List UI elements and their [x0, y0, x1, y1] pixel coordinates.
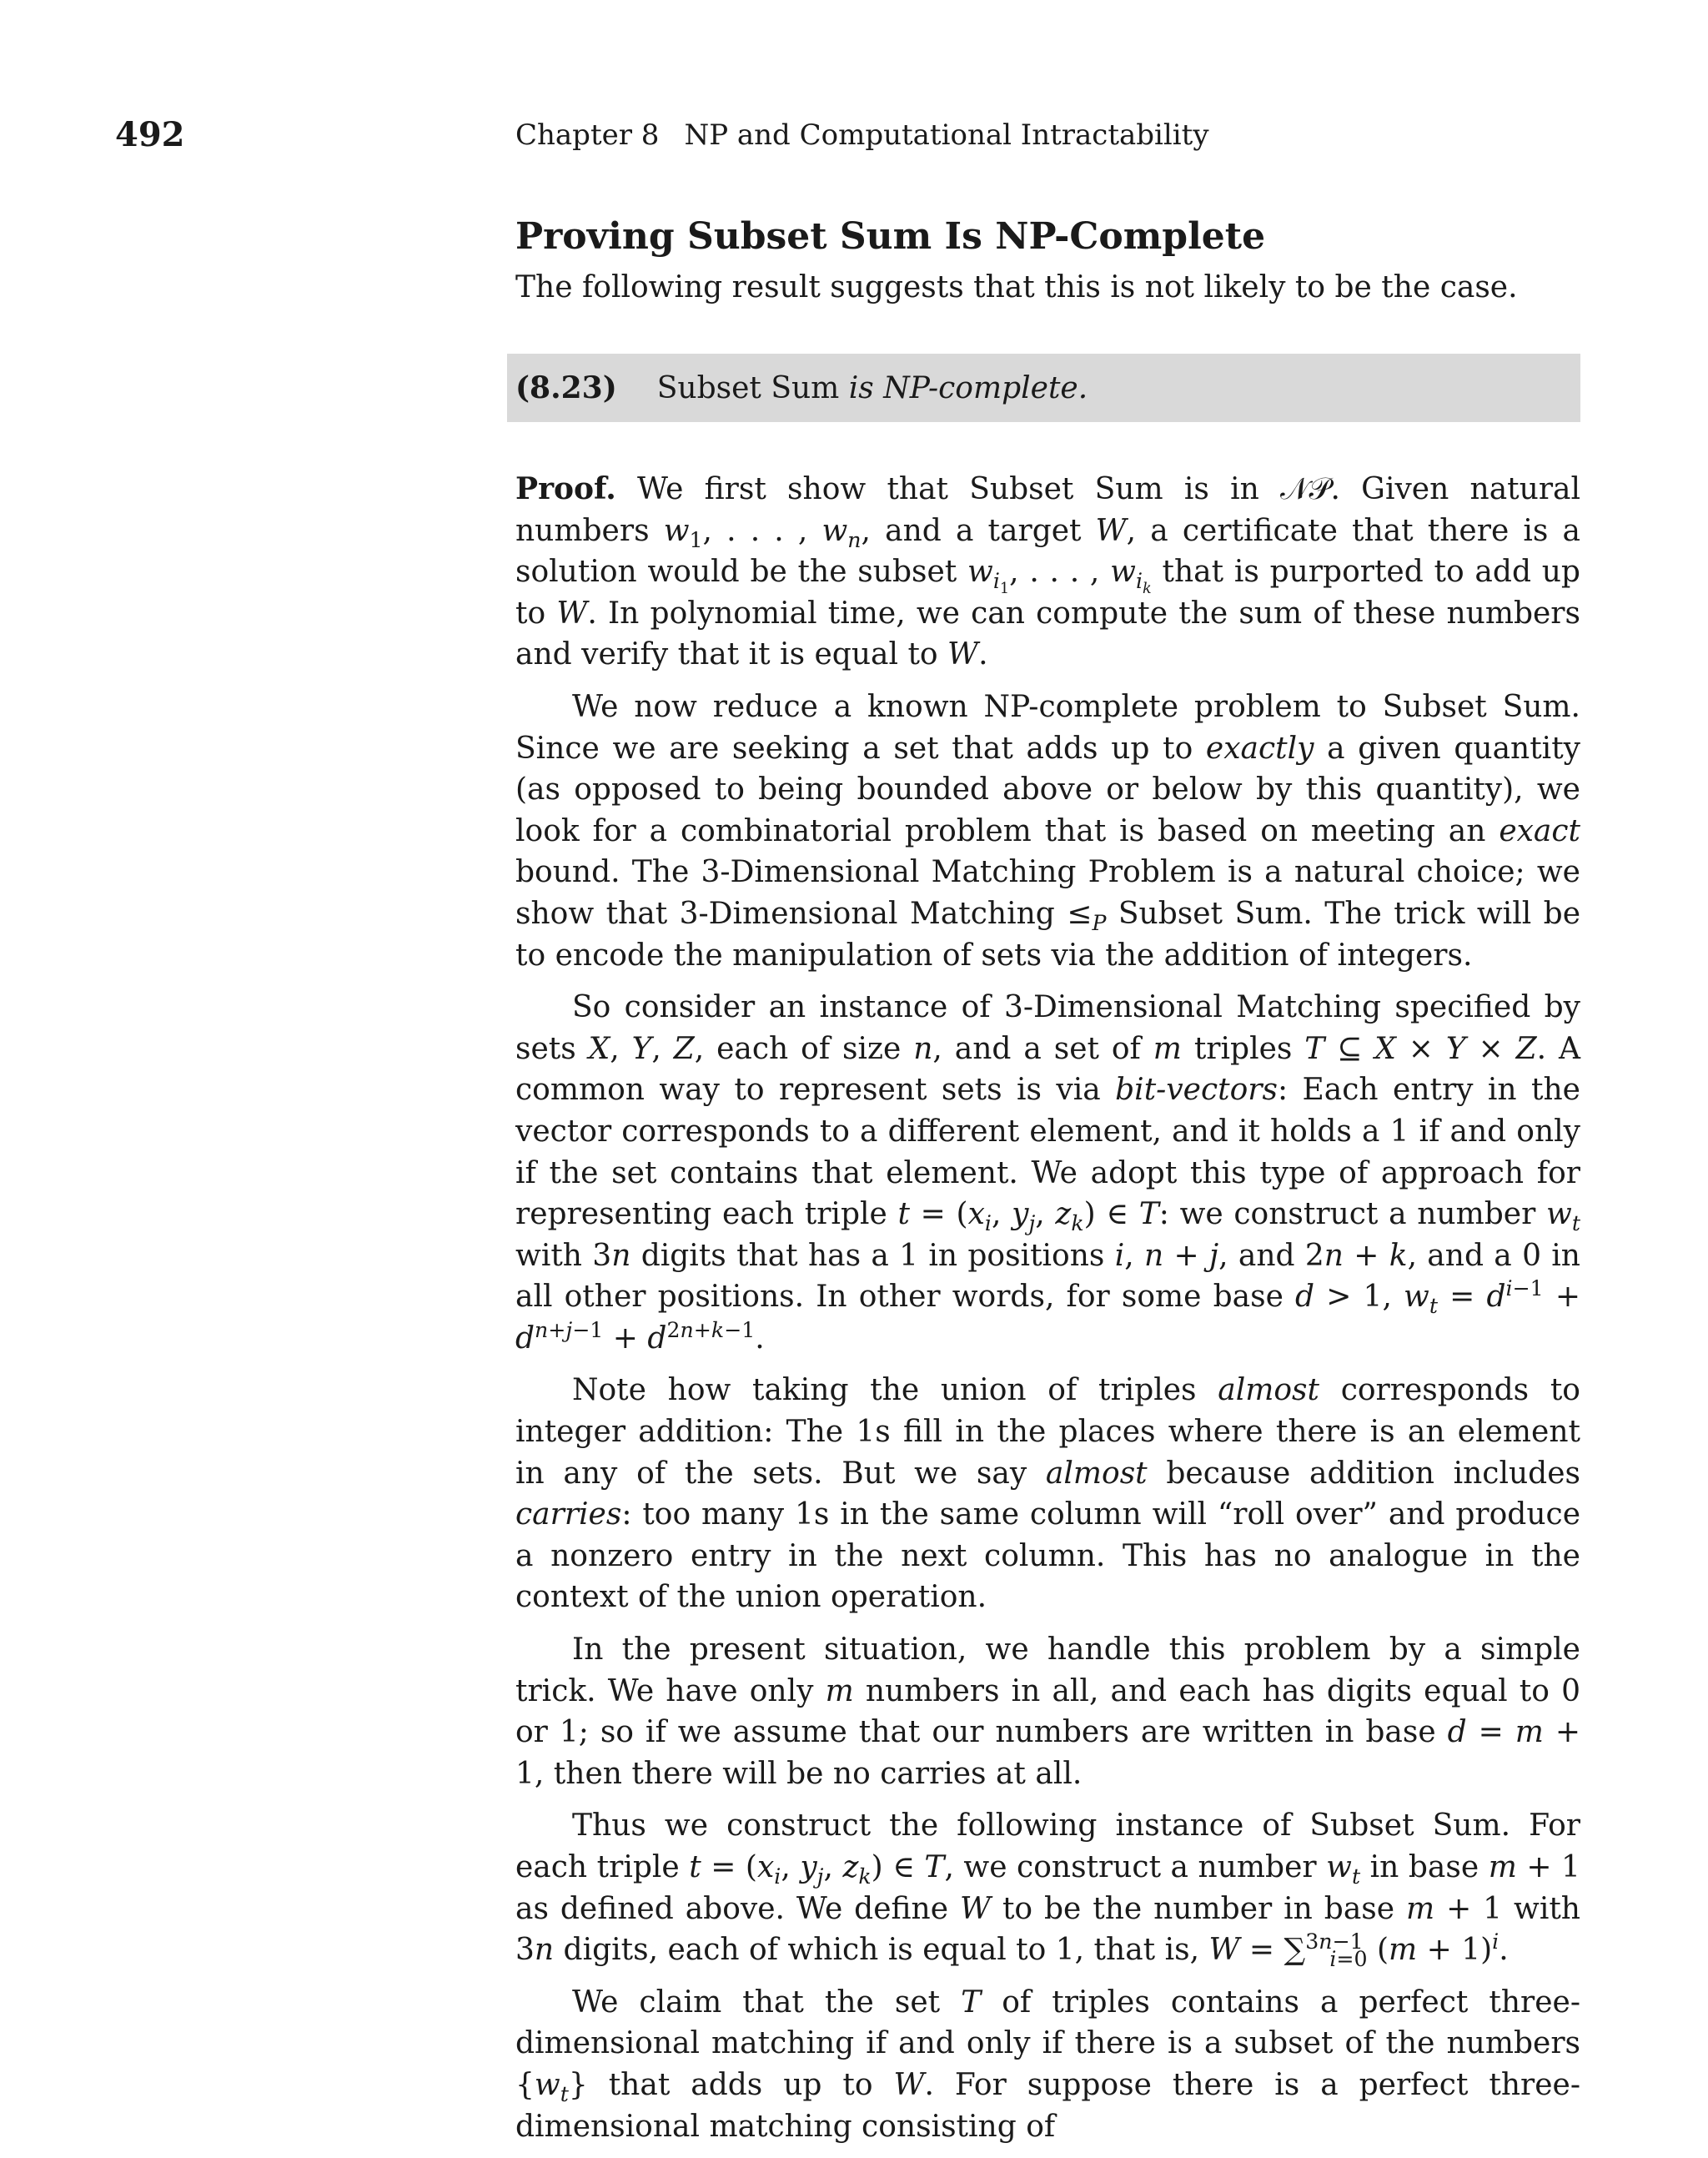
text: in base	[1369, 1850, 1479, 1884]
text: We now reduce a known NP-complete problem to Subset Sum. Since we are seeking a set that adds up to	[515, 689, 1580, 766]
text: Subset Sum. The trick will be to encode the manipulation of sets via the addition of integers.	[515, 896, 1581, 973]
text: So consider an instance of 3-Dimensional Matching specified by sets	[515, 990, 1580, 1066]
text: with 3	[515, 1238, 612, 1273]
text: Note how taking the union of triples	[572, 1373, 1197, 1408]
theorem-number: (8.23)	[515, 370, 617, 405]
text: corresponds to integer addition: The 1s fill in the places where there is an element in any of the sets. But we say	[515, 1373, 1580, 1491]
text: digits that has a 1 in positions	[640, 1238, 1105, 1273]
emphasis: carries	[515, 1497, 622, 1532]
text: that adds up to	[608, 2067, 873, 2102]
text: because addition includes	[1166, 1456, 1580, 1491]
text: of triples contains a perfect three-dimensional matching if and only if there is a subset of the numbers	[515, 1984, 1581, 2061]
text: , we construct a number	[944, 1850, 1317, 1884]
text: : Each entry in the vector corresponds to a different element, and it holds a 1 if and only if the set contains that element. We adopt this type of approach for representing each triple	[515, 1073, 1580, 1232]
section-title: Proving Subset Sum Is NP-Complete	[515, 215, 1266, 258]
text: , and a target	[861, 513, 1082, 548]
text: . Given natural numbers	[515, 472, 1581, 548]
text: , each of size	[694, 1031, 902, 1066]
text: Thus we construct the following instance of Subset Sum. For each triple	[515, 1808, 1580, 1884]
text: , and a 0 in all other positions. In other words, for some base	[515, 1238, 1580, 1315]
section-intro: The following result suggests that this is not likely to be the case.	[515, 270, 1518, 304]
text: digits, each of which is equal to 1, that is,	[563, 1933, 1200, 1968]
text: . A common way to represent sets is via	[515, 1031, 1581, 1108]
text: In the present situation, we handle this problem by a simple trick. We have only	[515, 1632, 1580, 1708]
text: bound. The 3-Dimensional Matching Problem is a natural choice; we show that 3-Dimensional Matching	[515, 855, 1580, 931]
page-number: 492	[115, 115, 185, 154]
text: , then there will be no carries at all.	[534, 1756, 1083, 1791]
theorem-statement: is NP-complete.	[848, 370, 1088, 405]
chapter-label: Chapter 8	[515, 118, 660, 152]
text: with 3	[515, 1891, 1580, 1968]
text: We first show that Subset Sum is in	[637, 472, 1259, 506]
np-symbol: 𝒩𝒫	[1280, 472, 1331, 506]
text: : too many 1s in the same column will “roll over” and produce a nonzero entry in the next column. This has no analogue in the context of the union operation.	[515, 1497, 1580, 1615]
text: that is purported to add up to	[515, 555, 1580, 631]
running-head	[515, 110, 1209, 160]
text: We claim that the set	[572, 1984, 941, 2020]
text: , a certificate that there is a solution would be the subset	[515, 513, 1580, 590]
text: a given quantity (as opposed to being bounded above or below by this quantity), we look for a combinatorial problem that is based on meeting an	[515, 731, 1580, 848]
theorem-subject: Subset Sum	[656, 370, 840, 405]
theorem-box	[507, 354, 1580, 422]
emphasis: exact	[1499, 813, 1581, 848]
emphasis: bit-vectors	[1115, 1073, 1278, 1108]
proof-paragraph-5: In the present situation, we handle this problem by a simple trick. We have only m numbers in all, and each has digits equal to 0 or 1; so if we assume that our numbers are written in base d = m + 1, then there will be no carries at all.	[515, 1632, 1580, 1791]
text: . For suppose there is a perfect three-dimensional matching consisting of	[515, 2067, 1581, 2144]
chapter-title: NP and Computational Intractability	[684, 118, 1209, 152]
text: numbers in all, and each has digits equal to 0 or 1; so if we assume that our numbers are written in base	[515, 1673, 1580, 1750]
proof-paragraph-7: We claim that the set T of triples contains a perfect three-dimensional matching if and only if there is a subset of the numbers $\{w_t\}$ that adds up to W. For suppose there is a perfect three-dimensional matching consisting of	[515, 1984, 1581, 2144]
proof-paragraph-2: We now reduce a known NP-complete problem to Subset Sum. Since we are seeking a set that adds up to exactly a given quantity (as opposed to being bounded above or below by this quantity), we look for a combinatorial problem that is based on meeting an exact bound. The 3-Dimensional Matching Problem is a natural choice; we show that 3-Dimensional Matching $\le_P$ Subset Sum. The trick will be to encode the manipulation of sets via the addition of integers.	[515, 689, 1581, 973]
proof-paragraph-4	[515, 1370, 1580, 1618]
proof-paragraph-3: So consider an instance of 3-Dimensional Matching specified by sets X, Y, Z, each of size n, and a set of m triples T ⊆ X × Y × Z. A common way to represent sets is via bit-vectors: Each entry in the vector corresponds to a different element, and it holds a 1 if and only if the set contains that element. We adopt this type of approach for representing each triple $t = (x_i$, $y_j$, $z_k$) ∈ T: we construct a number $w_t$ with 3n digits that has a 1 in positions i, n + j, and 2n + k, and a 0 in all other positions. In other words, for some base d > 1, $w_t = d^{i-1} + d^{n+j-1} + d^{2n+k-1}$.	[515, 990, 1581, 1356]
emphasis: almost	[1218, 1373, 1319, 1408]
text: , and a set of	[932, 1031, 1141, 1066]
proof-paragraph-1: Proof. We first show that Subset Sum is in 𝒩𝒫. Given natural numbers $w_1$, . . . , $w_n$, and a target W, a certificate that there is a solution would be the subset $w_{i_1}$, . . . , $w_{i_k}$ that is purported to add up to W. In polynomial time, we can compute the sum of these numbers and verify that it is equal to W.	[515, 471, 1581, 672]
emphasis: almost	[1045, 1456, 1148, 1491]
proof-paragraph-6: Thus we construct the following instance of Subset Sum. For each triple $t = (x_i$, $y_j$, $z_k$) ∈ T, we construct a number $w_t$ in base m + 1 as defined above. We define W to be the number in base m + 1 with 3n digits, each of which is equal to 1, that is, W = ∑$^{3n-1}_{i=0}$ $(m + 1)^i$.	[515, 1808, 1580, 1972]
text: : we construct a number	[1158, 1197, 1536, 1232]
text: triples	[1193, 1031, 1293, 1066]
text: to be the number in base	[1002, 1891, 1395, 1926]
text: , and 2	[1218, 1238, 1324, 1273]
proof-lead: Proof.	[515, 471, 616, 506]
main-content	[515, 210, 1580, 2158]
text: as defined above. We define	[515, 1891, 949, 1926]
text: . In polynomial time, we can compute the sum of these numbers and verify that it is equal to	[515, 596, 1580, 672]
emphasis: exactly	[1205, 731, 1314, 766]
proof-body	[515, 469, 1580, 2147]
